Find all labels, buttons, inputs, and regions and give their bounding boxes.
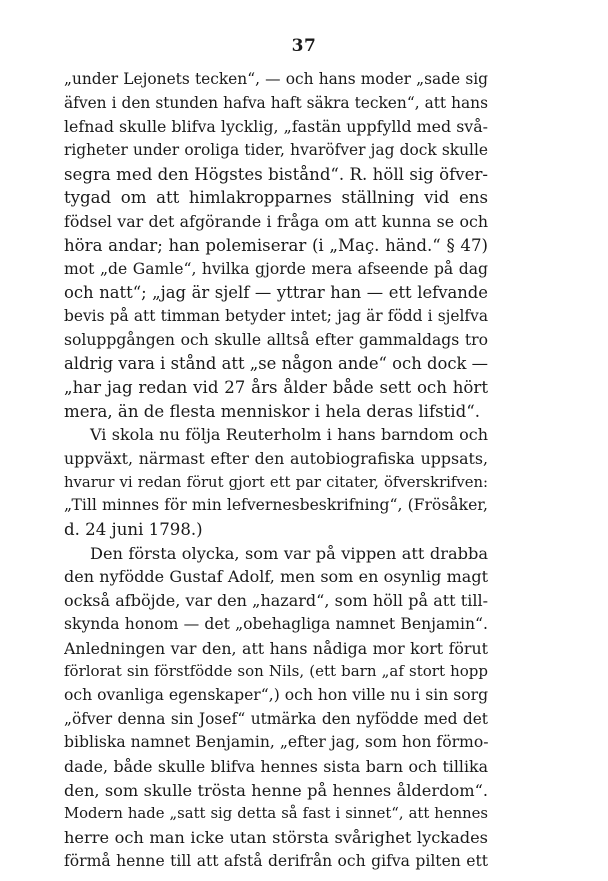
text-line: dade, både skulle blifva hennes sista barn och tillika (64, 756, 488, 776)
text-line: och natt“; „jag är sjelf — yttrar han — ett lefvande (64, 283, 488, 303)
text-line: „öfver denna sin Josef“ utmärka den nyfödde med det (64, 709, 488, 728)
text-line: aldrig vara i stånd att „se någon ande“ och dock — (64, 354, 488, 374)
text-line: d. 24 juni 1798.) (64, 520, 203, 540)
text-line: „har jag redan vid 27 års ålder både sett och hört (64, 377, 488, 397)
text-line: bibliska namnet Benjamin, „efter jag, som hon förmo- (64, 733, 488, 752)
text-line: hvarur vi redan förut gjort ett par citater, öfverskrifven: (64, 473, 488, 491)
text-line: förmå henne till att afstå derifrån och gifva pilten ett (64, 851, 488, 870)
text-line: „under Lejonets tecken“, — och hans moder „sade sig (64, 70, 488, 88)
text-line: soluppgången och skulle alltså efter gammaldags tro (64, 330, 488, 349)
text-line: mot „de Gamle“, hvilka gjorde mera afseende på dag (64, 259, 488, 278)
text-line: bevis på att timman betyder intet; jag är född i sjelfva (64, 306, 488, 325)
text-line: Den första olycka, som var på vippen att drabba (90, 543, 488, 563)
text-line: uppväxt, närmast efter den autobiografiska uppsats, (64, 449, 488, 468)
text-line: tygad om att himlakropparnes ställning vid ens (64, 188, 488, 208)
text-line: också afböjde, var den „hazard“, som höll på att till- (64, 591, 488, 611)
text-line: righeter under oroliga tider, hvaröfver jag dock skulle (64, 141, 488, 160)
text-line: förlorat sin förstfödde son Nils, (ett barn „af stort hopp (64, 662, 488, 681)
text-line: Modern hade „satt sig detta så fast i sinnet“, att hennes (64, 805, 488, 823)
text-line: herre och man icke utan största svårighet lyckades (64, 828, 488, 847)
text-line: höra andar; han polemiserar (i „Maç. händ.“ § 47) (64, 235, 488, 255)
text-line: „Till minnes för min lefvernesbeskrifning“, (Frösåker, (64, 496, 488, 515)
text-line: skynda honom — det „obehagliga namnet Benjamin“. (64, 614, 488, 633)
page-number: 37 (291, 36, 317, 56)
text-line: födsel var det afgörande i fråga om att kunna se och (64, 212, 488, 232)
text-line: segra med den Högstes bistånd“. R. höll sig öfver- (64, 164, 488, 184)
body-text (64, 68, 488, 873)
text-line: den nyfödde Gustaf Adolf, men som en osynlig magt (64, 567, 488, 587)
text-line: Anledningen var den, att hans nådiga mor kort förut (64, 638, 488, 658)
text-line: och ovanliga egenskaper“,) och hon ville nu i sin sorg (64, 685, 488, 704)
text-line: äfven i den stunden hafva haft säkra tecken“, att hans (64, 93, 488, 112)
text-line: den, som skulle trösta henne på hennes ålderdom“. (64, 780, 488, 800)
text-line: mera, än de flesta menniskor i hela deras lifstid“. (64, 401, 480, 421)
text-line: lefnad skulle blifva lycklig, „fastän uppfylld med svå- (64, 117, 488, 137)
text-line: Vi skola nu följa Reuterholm i hans barndom och (90, 425, 488, 445)
